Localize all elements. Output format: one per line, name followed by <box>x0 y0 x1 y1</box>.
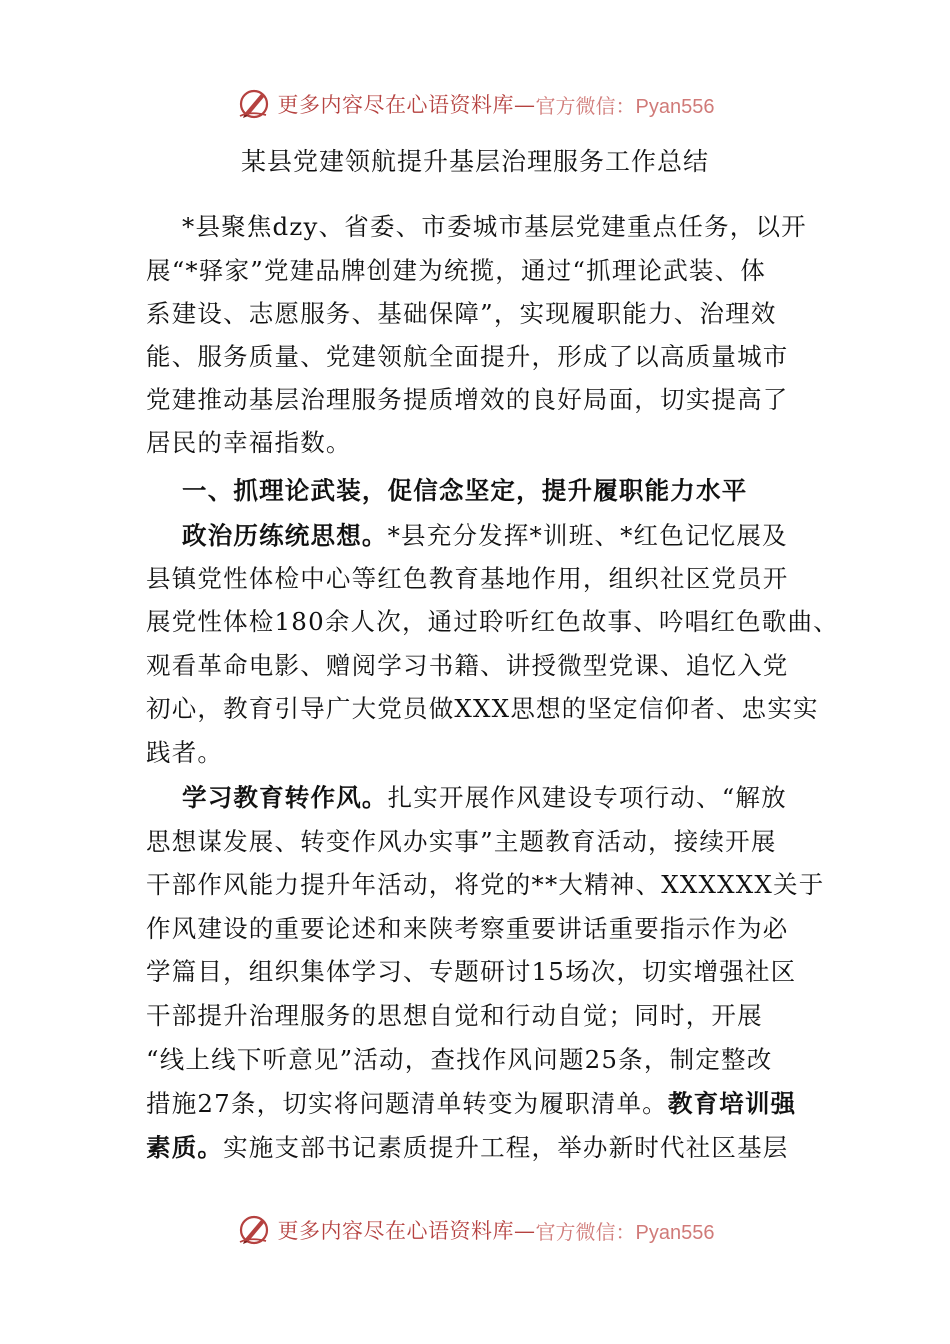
text-line <box>146 256 766 286</box>
line-text: 措施27条，切实将问题清单转变为履职清单。 <box>146 1089 668 1118</box>
line-text: “线上线下听意见”活动，查找作风问题25条，制定整改 <box>146 1045 773 1074</box>
line-text: 系建设、志愿服务、基础保障”，实现履职能力、治理效 <box>146 299 777 328</box>
text-line <box>146 385 789 415</box>
line-text: 干部作风能力提升年活动，将党的**大精神、XXXXXX关于 <box>146 870 825 899</box>
text-line <box>146 957 796 987</box>
watermark-text: 更多内容尽在心语资料库— <box>277 1219 536 1243</box>
heading-text: 一、抓理论武装，促信念坚定，提升履职能力水平 <box>182 476 748 505</box>
line-text: 县镇党性体检中心等红色教育基地作用，组织社区党员开 <box>146 564 789 593</box>
text-line <box>146 299 777 329</box>
subheading: 政治历练统思想。 <box>182 521 388 550</box>
text-line <box>146 342 789 372</box>
watermark-contact: 官方微信：Pyan556 <box>535 1221 715 1244</box>
pen-logo-icon <box>236 86 272 122</box>
section-heading <box>182 476 747 506</box>
text-line <box>146 738 223 768</box>
line-text: 初心，教育引导广大党员做XXX思想的坚定信仰者、忠实实 <box>146 694 819 723</box>
pen-logo-icon <box>236 1212 272 1248</box>
text-line <box>146 1045 772 1075</box>
subheading: 学习教育转作风。 <box>182 783 388 812</box>
text-line <box>182 521 788 551</box>
text-line <box>146 428 352 458</box>
line-text: 居民的幸福指数。 <box>146 428 352 457</box>
watermark-text: 更多内容尽在心语资料库— <box>277 93 536 117</box>
watermark-contact: 官方微信：Pyan556 <box>535 95 715 118</box>
text-line <box>146 564 789 594</box>
line-text: 实施支部书记素质提升工程，举办新时代社区基层 <box>223 1133 789 1162</box>
text-line <box>182 783 787 813</box>
watermark-banner-top <box>0 82 950 126</box>
line-text: 展“*驿家”党建品牌创建为统揽，通过“抓理论武装、体 <box>146 256 767 285</box>
line-text: 践者。 <box>146 738 224 767</box>
line-text: 学篇目，组织集体学习、专题研讨15场次，切实增强社区 <box>146 957 797 986</box>
line-text: 观看革命电影、赠阅学习书籍、讲授微型党课、追忆入党 <box>146 651 789 680</box>
document-title: 某县党建领航提升基层治理服务工作总结 <box>240 147 709 176</box>
line-text: 干部提升治理服务的思想自觉和行动自觉；同时，开展 <box>146 1001 763 1030</box>
text-line <box>146 914 789 944</box>
line-text: 党建推动基层治理服务提质增效的良好局面，切实提高了 <box>146 385 789 414</box>
text-line <box>146 1089 796 1119</box>
subheading: 素质。 <box>146 1133 224 1162</box>
line-text: 能、服务质量、党建领航全面提升，形成了以高质量城市 <box>146 342 789 371</box>
text-line <box>182 212 807 242</box>
subheading: 教育培训强 <box>667 1089 797 1118</box>
text-line <box>146 1001 763 1031</box>
text-line <box>146 651 789 681</box>
line-text: *县充分发挥*训班、*红色记忆展及 <box>387 521 788 550</box>
watermark-banner-bottom <box>0 1208 950 1252</box>
text-line <box>146 694 819 724</box>
line-text: 思想谋发展、转变作风办实事”主题教育活动，接续开展 <box>146 827 777 856</box>
line-text: 展党性体检180余人次，通过聆听红色故事、吟唱红色歌曲、 <box>146 607 839 636</box>
line-text: 作风建设的重要论述和来陕考察重要讲话重要指示作为必 <box>146 914 789 943</box>
text-line <box>146 1133 789 1163</box>
line-text: *县聚焦dzy、省委、市委城市基层党建重点任务，以开 <box>182 212 807 241</box>
text-line <box>146 607 839 637</box>
line-text: 扎实开展作风建设专项行动、“解放 <box>387 783 787 812</box>
text-line <box>146 827 777 857</box>
text-line <box>146 870 824 900</box>
